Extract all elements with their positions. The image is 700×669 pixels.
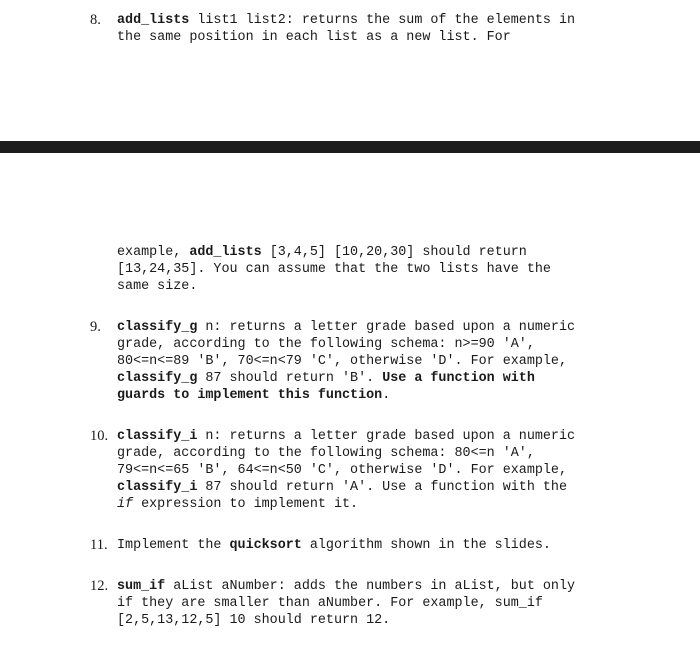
function-name: sum_if: [117, 579, 166, 594]
algorithm-name: quicksort: [229, 538, 302, 553]
item-number: 12.: [90, 578, 109, 594]
item-text: classify_i n: returns a letter grade based upon a numeric grade, according to the following schema: 80<=n 'A', 79<=n<=65 'B', 64<=n<50 'C', otherwise 'D'. For example, classify_i 87 should return 'A'. Use a function with the if expression to implement it.: [117, 429, 576, 512]
list-item-8: [90, 12, 650, 46]
item-text: add_lists list1 list2: returns the sum of the elements in the same position in each list as a new list. For: [117, 13, 576, 45]
item-number: 10.: [90, 428, 109, 444]
item-text: sum_if aList aNumber: adds the numbers in aList, but only if they are smaller than aNumber. For example, sum_if [2,5,13,12,5] 10 should return 12.: [117, 579, 576, 628]
function-name: classify_g: [117, 371, 198, 386]
list-item-9: [90, 319, 650, 404]
list-item-8-continued: [117, 244, 637, 295]
item-text: classify_g n: returns a letter grade based upon a numeric grade, according to the following schema: n>=90 'A', 80<=n<=89 'B', 70<=n<79 'C', otherwise 'D'. For example, classify_g 87 should return 'B'. Use a function with guards to implement this function.: [117, 320, 576, 403]
function-name: add_lists: [117, 13, 190, 28]
list-item-10: [90, 428, 650, 513]
function-name: add_lists: [189, 245, 262, 260]
list-item-12: [90, 578, 650, 629]
function-name: classify_g: [117, 320, 198, 335]
item-text: Implement the quicksort algorithm shown in the slides.: [117, 538, 551, 553]
item-number: 9.: [90, 319, 101, 335]
item-number: 8.: [90, 12, 101, 28]
item-number: 11.: [90, 537, 108, 553]
list-item-11: [90, 537, 650, 554]
function-name: classify_i: [117, 480, 198, 495]
page-divider: [0, 141, 700, 153]
function-name: classify_i: [117, 429, 198, 444]
item-text: example, add_lists [3,4,5] [10,20,30] should return [13,24,35]. You can assume that the two lists have the same size.: [117, 245, 551, 294]
